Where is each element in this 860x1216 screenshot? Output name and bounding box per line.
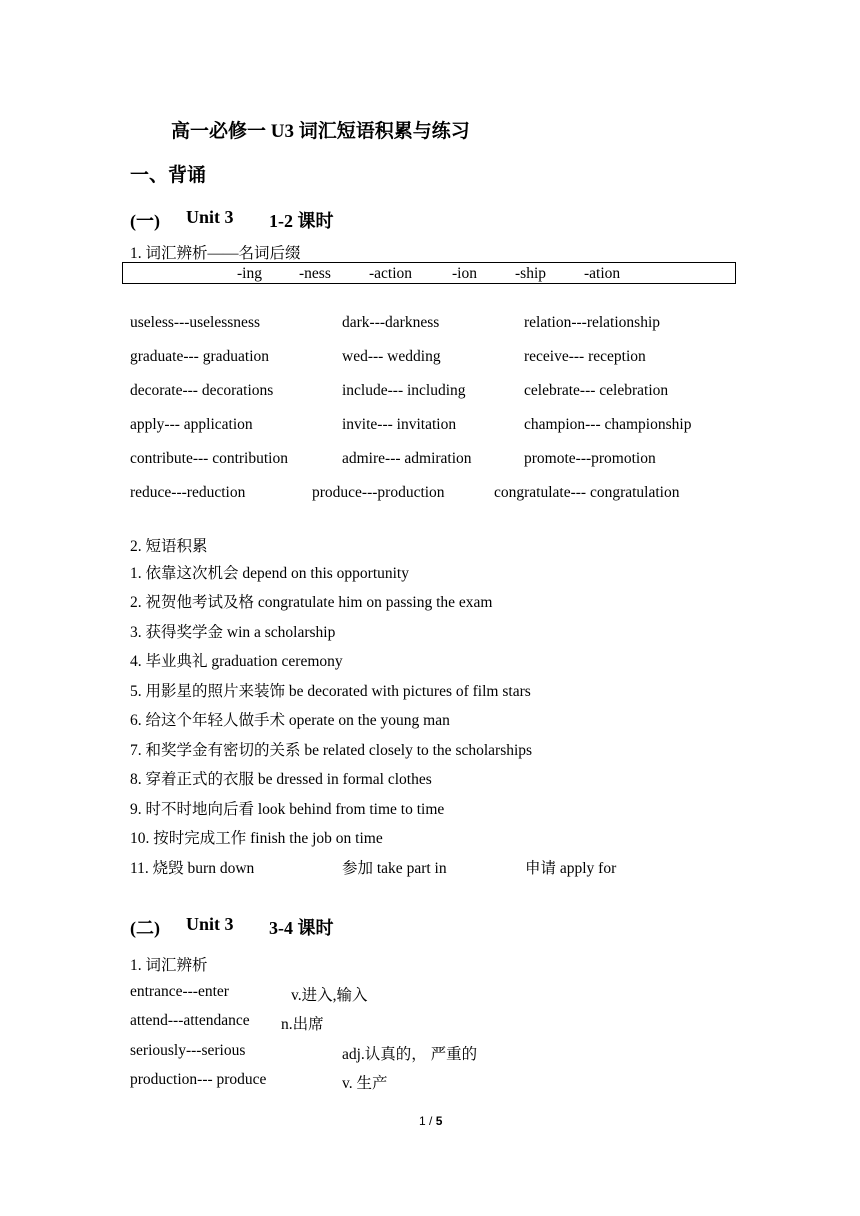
phrase-subheading: 2. 短语积累	[130, 538, 208, 555]
suffix-box	[122, 262, 736, 284]
page-number	[419, 1114, 442, 1128]
word-pair: produce---production	[312, 484, 445, 501]
word-meaning: v.进入,输入	[291, 987, 368, 1004]
suffix-item: -ation	[584, 265, 621, 282]
word-pair: production--- produce	[130, 1071, 267, 1088]
page-current: 1	[419, 1114, 426, 1128]
word-pair: decorate--- decorations	[130, 382, 274, 399]
suffix-item: -ion	[452, 265, 477, 282]
word-pair: graduate--- graduation	[130, 348, 270, 365]
word-pair: celebrate--- celebration	[524, 382, 669, 399]
part1-heading-period: 1-2 课时	[269, 211, 334, 231]
word-pair: seriously---serious	[130, 1042, 246, 1059]
word-pair: relation---relationship	[524, 314, 661, 331]
word-meaning: v. 生产	[342, 1075, 388, 1092]
word-pair: contribute--- contribution	[130, 450, 288, 467]
part1-heading-unit: Unit 3	[186, 207, 234, 227]
word-pair: congratulate--- congratulation	[494, 484, 680, 501]
word-pair: receive--- reception	[524, 348, 646, 365]
word-pair: include--- including	[342, 382, 466, 399]
word-pair: useless---uselessness	[130, 314, 261, 331]
phrase-item: 9. 时不时地向后看 look behind from time to time	[130, 801, 445, 818]
phrase-item: 2. 祝贺他考试及格 congratulate him on passing the exam	[130, 594, 493, 611]
phrase-item: 6. 给这个年轻人做手术 operate on the young man	[130, 712, 450, 729]
word-pair: apply--- application	[130, 416, 253, 433]
part1-heading-number: (一)	[130, 211, 160, 231]
phrase-item: 5. 用影星的照片来装饰 be decorated with pictures of film stars	[130, 683, 531, 700]
phrase-item: 7. 和奖学金有密切的关系 be related closely to the scholarships	[130, 742, 533, 759]
word-pair: attend---attendance	[130, 1012, 250, 1029]
suffix-item: -ship	[515, 265, 546, 282]
word-pair: dark---darkness	[342, 314, 440, 331]
word-pair: promote---promotion	[524, 450, 656, 467]
phrase-item: 4. 毕业典礼 graduation ceremony	[130, 653, 343, 670]
phrase-item: 3. 获得奖学金 win a scholarship	[130, 624, 336, 641]
part2-heading-unit: Unit 3	[186, 914, 234, 934]
suffix-item: -action	[369, 265, 413, 282]
page-total: 5	[435, 1114, 443, 1128]
phrase-item: 参加 take part in	[342, 860, 447, 877]
word-pair: reduce---reduction	[130, 484, 246, 501]
suffix-item: -ness	[299, 265, 331, 282]
word-pair: admire--- admiration	[342, 450, 472, 467]
word-pair: invite--- invitation	[342, 416, 457, 433]
word-meaning: n.出席	[281, 1016, 324, 1033]
word-meaning: adj.认真的， 严重的	[342, 1046, 478, 1063]
phrase-item: 8. 穿着正式的衣服 be dressed in formal clothes	[130, 771, 432, 788]
phrase-item: 10. 按时完成工作 finish the job on time	[130, 830, 383, 847]
part2-heading-period: 3-4 课时	[269, 918, 334, 938]
phrase-item: 11. 烧毁 burn down	[130, 860, 255, 877]
word-pair: wed--- wedding	[342, 348, 441, 365]
phrase-item: 1. 依靠这次机会 depend on this opportunity	[130, 565, 409, 582]
word-pair: champion--- championship	[524, 416, 692, 433]
part2-heading-number: (二)	[130, 918, 160, 938]
suffix-item: -ing	[237, 265, 262, 282]
word-pair: entrance---enter	[130, 983, 229, 1000]
vocab-analysis-subheading: 1. 词汇辨析	[130, 957, 208, 974]
section-heading-recite: 一、背诵	[130, 165, 207, 186]
page-separator: /	[425, 1114, 436, 1128]
vocab-analysis-subheading: 1. 词汇辨析——名词后缀	[130, 245, 301, 262]
phrase-item: 申请 apply for	[525, 860, 617, 877]
document-title: 高一必修一 U3 词汇短语积累与练习	[171, 121, 470, 142]
